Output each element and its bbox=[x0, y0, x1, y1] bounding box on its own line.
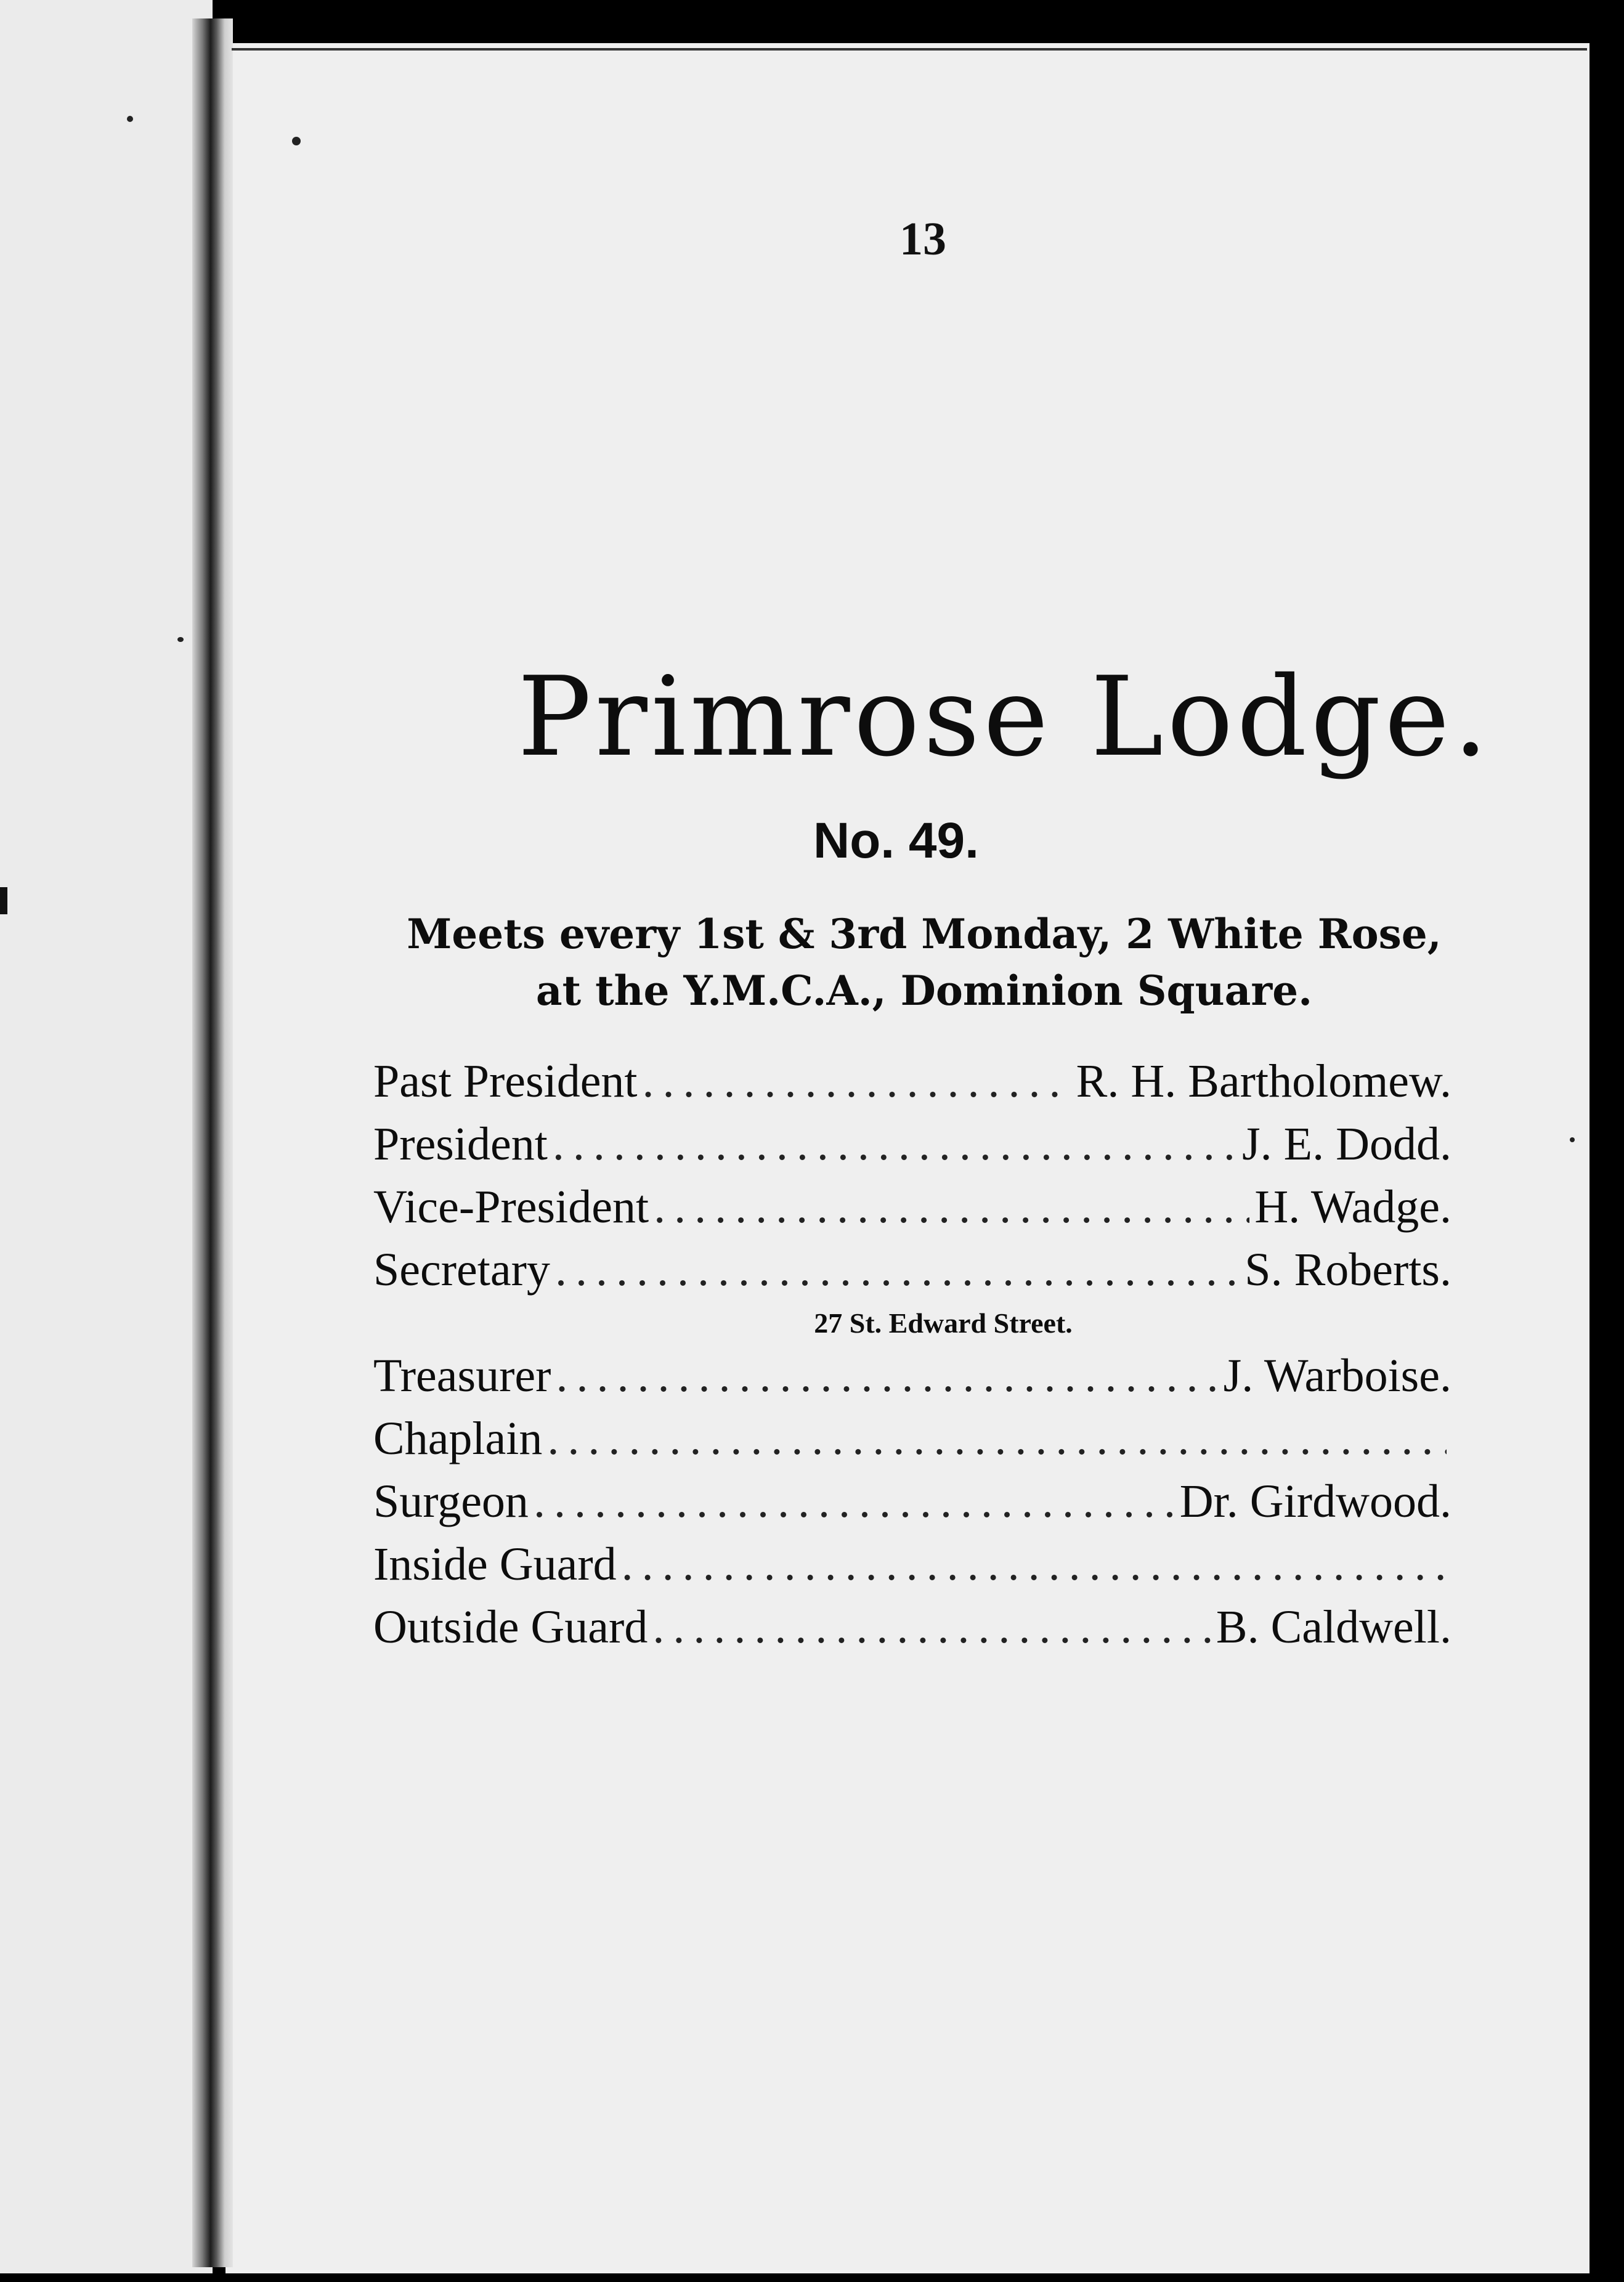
officer-role: President bbox=[373, 1118, 548, 1170]
officer-role: Inside Guard bbox=[373, 1538, 617, 1590]
dot-leader bbox=[555, 1243, 1240, 1297]
officer-row bbox=[373, 1475, 1451, 1538]
officer-role: Chaplain bbox=[373, 1413, 543, 1464]
officer-name: J. E. Dodd. bbox=[1242, 1118, 1451, 1170]
dot-leader bbox=[652, 1601, 1211, 1654]
dot-leader bbox=[547, 1412, 1447, 1466]
officer-row bbox=[373, 1538, 1451, 1601]
scan-border-right bbox=[1589, 0, 1624, 2282]
officer-name: R. H. Bartholomew. bbox=[1076, 1055, 1451, 1107]
officer-role: Vice-President bbox=[373, 1181, 649, 1233]
officer-name: S. Roberts. bbox=[1244, 1244, 1451, 1296]
dot-leader bbox=[534, 1475, 1175, 1529]
meeting-line-1: Meets every 1st & 3rd Monday, 2 White Rose, bbox=[407, 910, 1442, 958]
officer-name: J. Warboise. bbox=[1223, 1350, 1451, 1402]
officer-row bbox=[373, 1118, 1451, 1180]
page-number: 13 bbox=[899, 213, 946, 265]
book-gutter bbox=[192, 18, 233, 2267]
officer-role: Past President bbox=[373, 1055, 638, 1107]
officers-list bbox=[373, 1055, 1451, 1663]
ink-speck bbox=[1570, 1137, 1575, 1142]
meeting-line-2: at the Y.M.C.A., Dominion Square. bbox=[535, 967, 1313, 1015]
dot-leader bbox=[643, 1055, 1071, 1108]
officer-row bbox=[373, 1349, 1451, 1412]
officer-role: Outside Guard bbox=[373, 1601, 648, 1653]
scan-border-bottom bbox=[0, 2273, 1624, 2282]
officer-row bbox=[373, 1412, 1451, 1475]
dot-leader bbox=[556, 1349, 1218, 1403]
dot-leader bbox=[622, 1538, 1447, 1591]
left-page bbox=[0, 0, 213, 2282]
officer-row bbox=[373, 1601, 1451, 1663]
officer-row bbox=[373, 1243, 1451, 1306]
dot-leader bbox=[654, 1180, 1249, 1234]
lodge-number: No. 49. bbox=[813, 813, 979, 869]
ink-speck bbox=[127, 116, 133, 122]
lodge-title: Primrose Lodge. bbox=[518, 653, 1492, 781]
ink-speck bbox=[177, 637, 184, 642]
officer-role: Secretary bbox=[373, 1244, 550, 1296]
secretary-address: 27 St. Edward Street. bbox=[814, 1307, 1073, 1339]
officer-name: H. Wadge. bbox=[1254, 1181, 1451, 1233]
left-page-edge-mark bbox=[0, 887, 7, 914]
officer-name: B. Caldwell. bbox=[1216, 1601, 1451, 1653]
officer-row bbox=[373, 1180, 1451, 1243]
officer-row bbox=[373, 1055, 1451, 1118]
ink-speck bbox=[292, 137, 301, 145]
officer-role: Surgeon bbox=[373, 1476, 529, 1527]
page-top-edge bbox=[232, 48, 1587, 51]
officer-role: Treasurer bbox=[373, 1350, 551, 1402]
dot-leader bbox=[553, 1118, 1237, 1171]
officer-name: Dr. Girdwood. bbox=[1179, 1476, 1451, 1527]
meeting-info bbox=[376, 906, 1472, 1019]
